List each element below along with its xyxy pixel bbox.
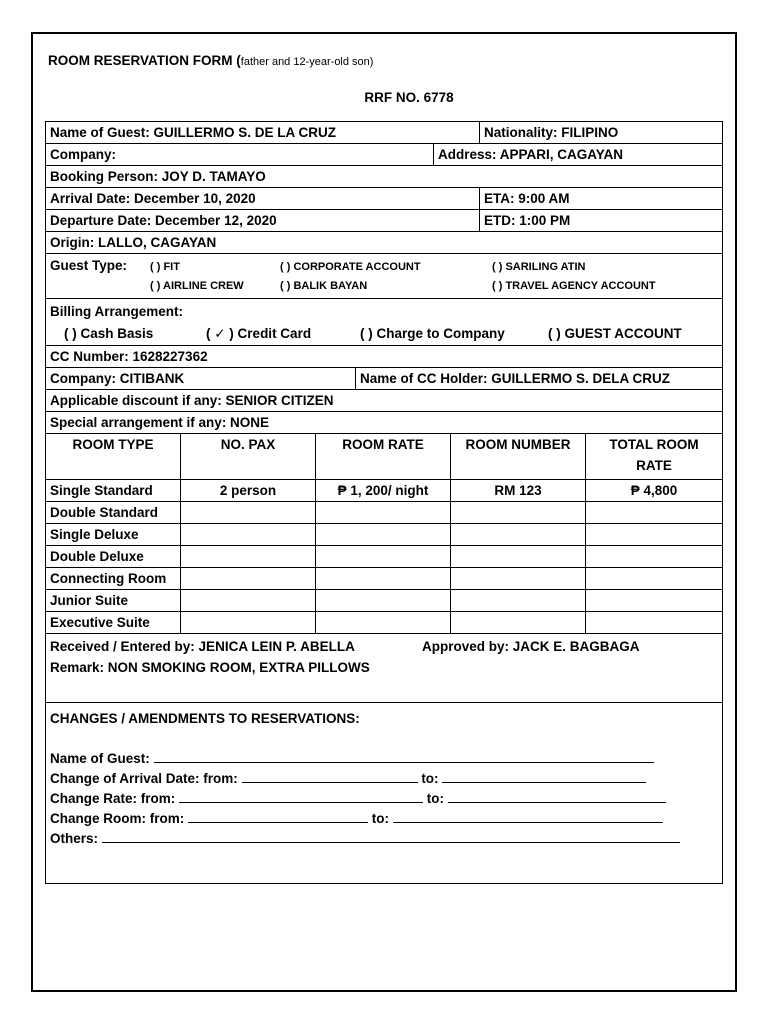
cc-holder: Name of CC Holder: GUILLERMO S. DELA CRUZ — [355, 368, 722, 389]
booking-person: Booking Person: JOY D. TAMAYO — [50, 169, 266, 184]
booking-row — [46, 166, 722, 188]
footer — [46, 634, 722, 702]
guest-name-row — [46, 122, 722, 144]
empty-cell — [315, 612, 450, 633]
empty-cell — [585, 568, 722, 590]
empty-cell — [450, 502, 585, 524]
empty-cell — [585, 546, 722, 568]
billing-row — [46, 299, 722, 346]
col-room-rate: ROOM RATE — [315, 434, 450, 480]
change-room-from-label: Change Room: from: — [50, 811, 185, 826]
pax-cell: 2 person — [180, 480, 315, 502]
guest-type-row — [46, 254, 722, 299]
change-room-to-label: to: — [371, 811, 390, 826]
change-others-label: Others: — [50, 831, 99, 846]
change-room-to-line[interactable] — [393, 809, 663, 823]
cc-number-row — [46, 346, 722, 368]
empty-cell — [180, 612, 315, 633]
departure-date: Departure Date: December 12, 2020 — [50, 213, 277, 228]
empty-cell — [585, 524, 722, 546]
empty-cell — [315, 546, 450, 568]
change-others-line[interactable] — [102, 829, 680, 843]
change-rate-from-line[interactable] — [179, 789, 423, 803]
cc-company: Company: CITIBANK — [50, 371, 185, 386]
remark: Remark: NON SMOKING ROOM, EXTRA PILLOWS — [50, 660, 370, 675]
room-type-cell: Single Standard — [46, 480, 180, 502]
room-type-cell: Executive Suite — [50, 615, 150, 630]
change-rate-to-line[interactable] — [448, 789, 666, 803]
approved-by: Approved by: JACK E. BAGBAGA — [422, 639, 640, 654]
room-table — [46, 434, 722, 634]
empty-cell — [180, 524, 315, 546]
room-type-cell: Single Deluxe — [46, 524, 180, 546]
guest-type-balik-bayan: ( ) BALIK BAYAN — [280, 280, 368, 292]
billing-cash: ( ) Cash Basis — [64, 326, 154, 341]
guest-type-sariling-atin: ( ) SARILING ATIN — [492, 261, 586, 273]
room-type-cell: Double Standard — [46, 502, 180, 524]
billing-label: Billing Arrangement: — [50, 304, 184, 319]
cc-number: CC Number: 1628227362 — [50, 349, 208, 364]
total-cell: ₱ 4,800 — [585, 480, 722, 502]
change-arrival-from-label: Change of Arrival Date: from: — [50, 771, 238, 786]
arrival-date: Arrival Date: December 10, 2020 — [50, 191, 256, 206]
col-total-rate: TOTAL ROOM RATE — [585, 434, 722, 480]
billing-charge-company: ( ) Charge to Company — [360, 326, 505, 341]
received-by: Received / Entered by: JENICA LEIN P. ABELLA — [50, 639, 355, 654]
form-title-text: ROOM RESERVATION FORM ( — [48, 53, 241, 68]
guest-type-travel-agency: ( ) TRAVEL AGENCY ACCOUNT — [492, 280, 656, 292]
discount-row — [46, 390, 722, 412]
nationality: Nationality: FILIPINO — [479, 122, 722, 143]
empty-cell — [450, 568, 585, 590]
change-arrival-from-line[interactable] — [242, 769, 418, 783]
empty-cell — [315, 524, 450, 546]
change-rate-to-label: to: — [426, 791, 445, 806]
empty-cell — [180, 590, 315, 612]
company: Company: — [50, 147, 117, 162]
change-arrival-to-line[interactable] — [442, 769, 646, 783]
change-arrival-to-label: to: — [421, 771, 439, 786]
rate-cell: ₱ 1, 200/ night — [315, 480, 450, 502]
empty-cell — [585, 590, 722, 612]
guest-name: Name of Guest: GUILLERMO S. DE LA CRUZ — [50, 125, 337, 140]
change-name-label: Name of Guest: — [50, 751, 150, 766]
changes-title: CHANGES / AMENDMENTS TO RESERVATIONS: — [50, 711, 360, 726]
empty-cell — [180, 546, 315, 568]
guest-type — [46, 254, 722, 298]
billing-credit-card: ( ✓ ) Credit Card — [206, 326, 312, 341]
empty-cell — [315, 568, 450, 590]
col-no-pax: NO. PAX — [180, 434, 315, 480]
empty-cell — [315, 502, 450, 524]
special-row — [46, 412, 722, 434]
billing-guest-account: ( ) GUEST ACCOUNT — [548, 326, 682, 341]
empty-cell — [450, 524, 585, 546]
col-room-type: ROOM TYPE — [46, 434, 180, 480]
arrival-row — [46, 188, 722, 210]
empty-cell — [450, 612, 585, 633]
footer-row — [46, 634, 722, 703]
change-rate-from-label: Change Rate: from: — [50, 791, 176, 806]
form-title — [48, 53, 373, 68]
empty-cell — [180, 502, 315, 524]
guest-type-label: Guest Type: — [50, 258, 128, 273]
change-room-from-line[interactable] — [188, 809, 368, 823]
rrf-number: RRF NO. 6778 — [364, 90, 454, 105]
origin-row — [46, 232, 722, 254]
etd: ETD: 1:00 PM — [479, 210, 722, 231]
room-type-cell: Junior Suite — [46, 590, 180, 612]
empty-cell — [450, 546, 585, 568]
empty-cell — [450, 590, 585, 612]
eta: ETA: 9:00 AM — [479, 188, 722, 209]
address: Address: APPARI, CAGAYAN — [433, 144, 722, 165]
room-type-cell: Connecting Room — [46, 568, 180, 590]
room-number-cell: RM 123 — [450, 480, 585, 502]
guest-type-fit: ( ) FIT — [150, 261, 180, 273]
guest-type-corporate: ( ) CORPORATE ACCOUNT — [280, 261, 421, 273]
origin: Origin: LALLO, CAGAYAN — [50, 235, 217, 250]
company-row — [46, 144, 722, 166]
changes-section — [46, 703, 722, 883]
empty-cell — [585, 502, 722, 524]
form-title-note: father and 12-year-old son) — [240, 56, 374, 68]
reservation-form-page — [31, 32, 737, 992]
col-room-number: ROOM NUMBER — [450, 434, 585, 480]
empty-cell — [315, 590, 450, 612]
cc-company-row — [46, 368, 722, 390]
empty-cell — [180, 568, 315, 590]
room-type-cell: Double Deluxe — [46, 546, 180, 568]
change-name-line[interactable] — [154, 749, 654, 763]
form-table — [45, 121, 723, 884]
departure-row — [46, 210, 722, 232]
discount: Applicable discount if any: SENIOR CITIZEN — [50, 393, 334, 408]
special-arrangement: Special arrangement if any: NONE — [46, 412, 722, 434]
empty-cell — [585, 612, 722, 633]
billing-arrangement — [46, 299, 722, 345]
guest-type-airline-crew: ( ) AIRLINE CREW — [150, 280, 244, 292]
